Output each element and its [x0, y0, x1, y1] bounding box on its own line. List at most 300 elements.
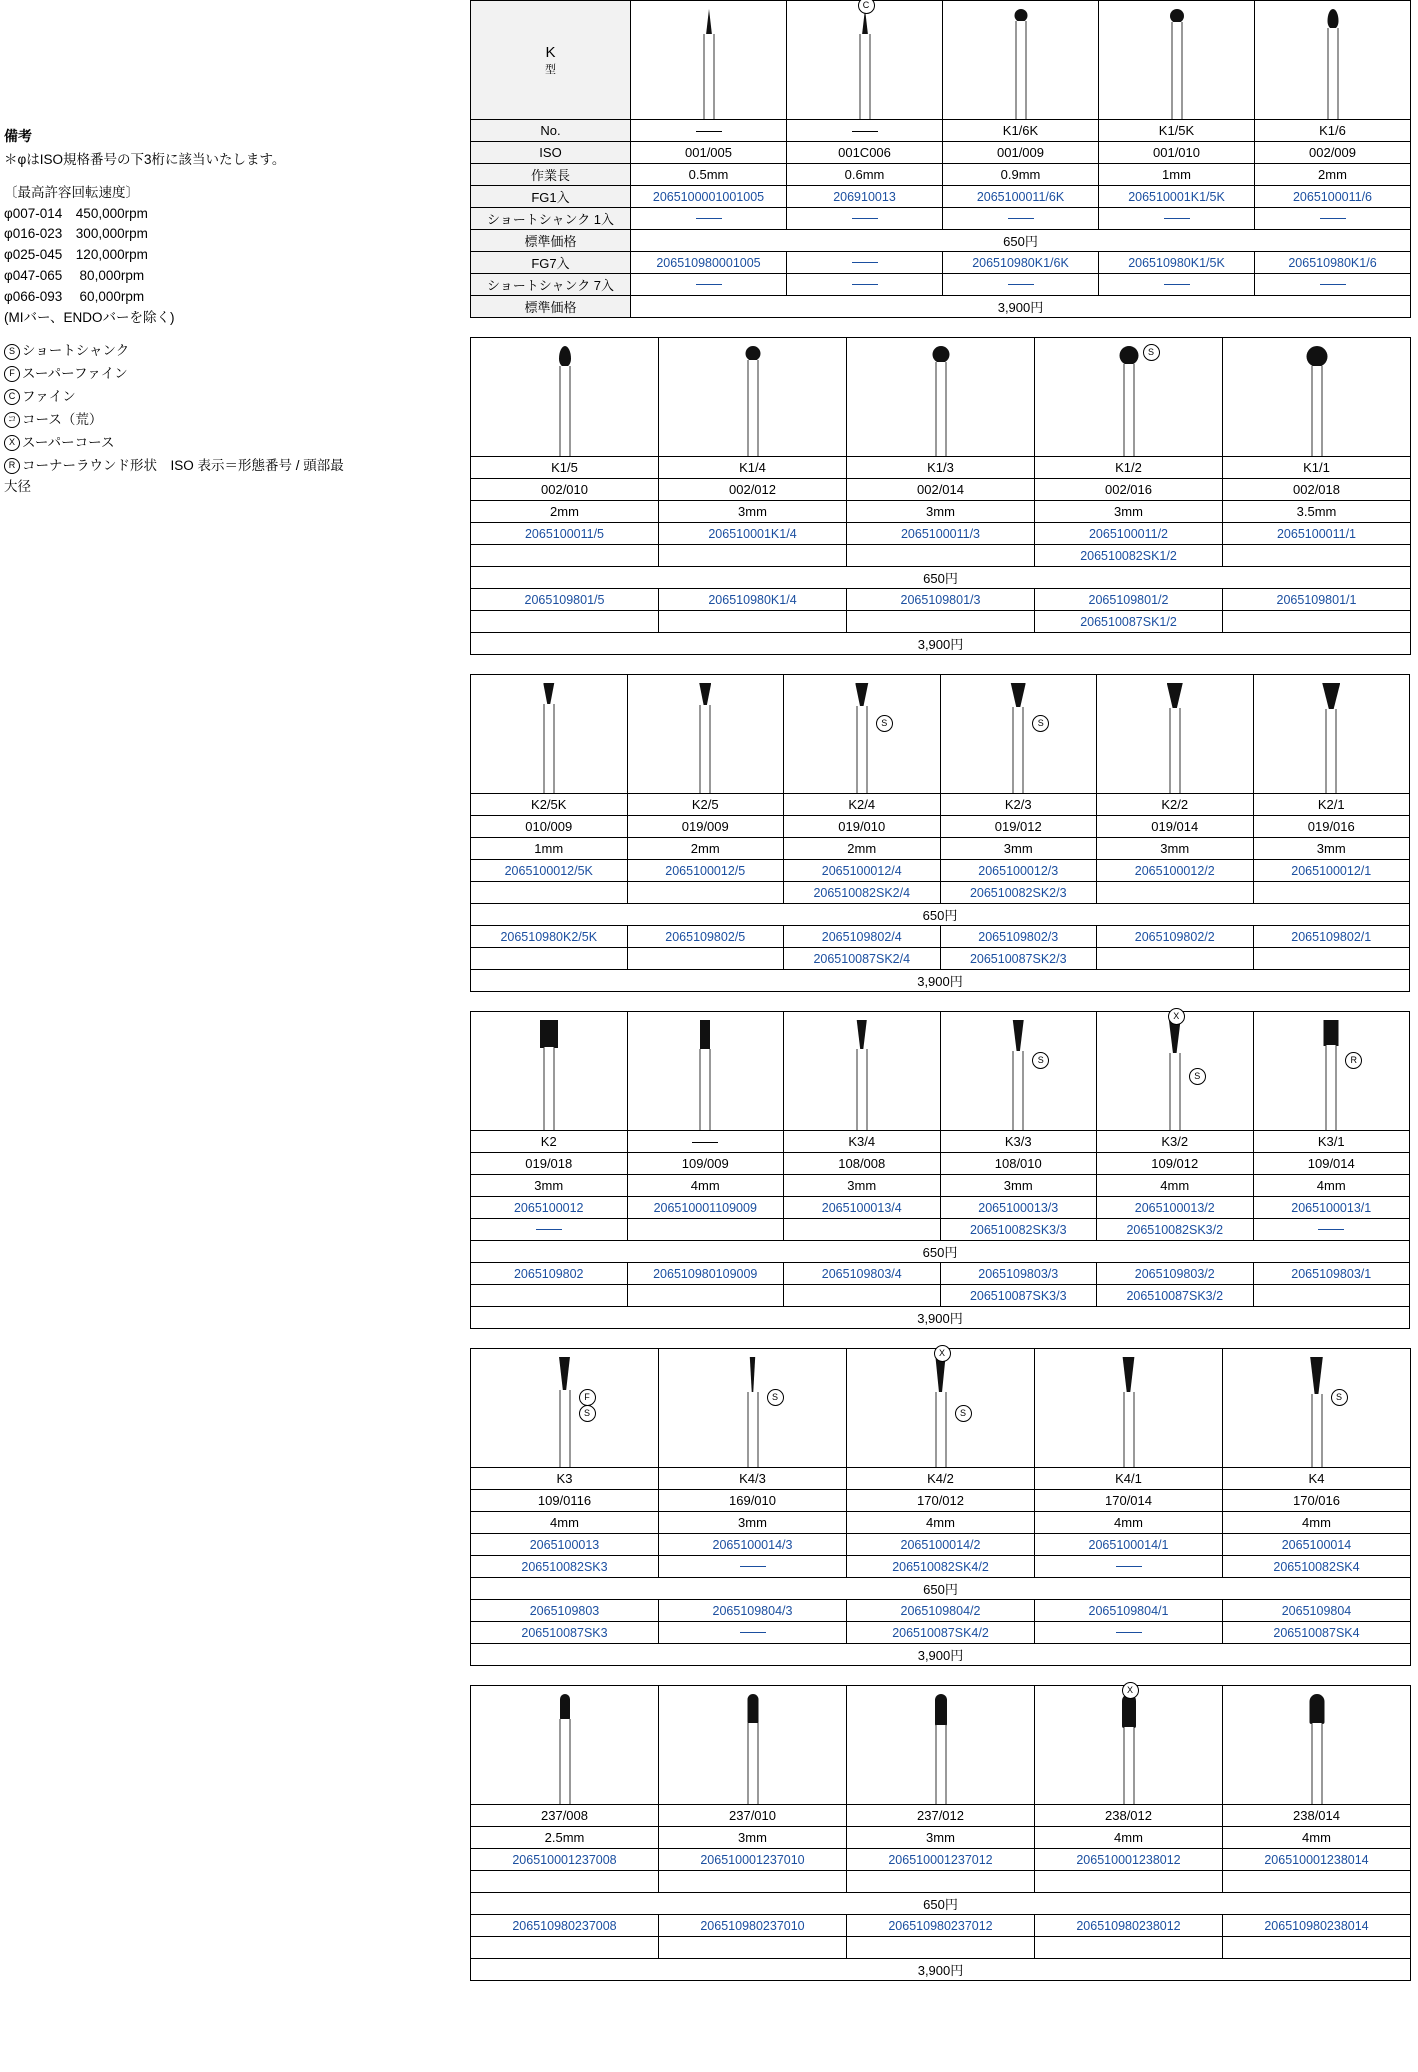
data-cell: 206510082SK3/2	[1097, 1219, 1254, 1241]
data-cell	[784, 1285, 941, 1307]
data-cell: 001C006	[787, 142, 943, 164]
data-cell: 2065109803/4	[784, 1263, 941, 1285]
data-cell	[627, 882, 784, 904]
grit-badge-icon: R	[1345, 1052, 1362, 1069]
data-cell: 206510087SK4	[1223, 1622, 1411, 1644]
bur-head	[932, 346, 949, 363]
bur-head	[1168, 1020, 1182, 1054]
data-cell: 002/018	[1223, 479, 1411, 501]
data-cell	[1035, 1871, 1223, 1893]
bur-image-row	[471, 1012, 1410, 1131]
data-cell	[627, 1285, 784, 1307]
bur-head	[1119, 346, 1138, 365]
data-cell	[787, 120, 943, 142]
short-shank-1-row	[471, 1871, 1411, 1893]
row-label: FG7入	[471, 252, 631, 274]
short-shank-7-row	[471, 948, 1410, 970]
fg1-row	[471, 1197, 1410, 1219]
data-cell: 2065100001001005	[631, 186, 787, 208]
work-length-row	[471, 838, 1410, 860]
bur-shank	[700, 1049, 711, 1130]
data-cell: K1/2	[1035, 457, 1223, 479]
bur-illustration	[941, 1012, 1097, 1130]
bur-shank	[1123, 1727, 1134, 1804]
bur-illustration	[659, 1349, 846, 1467]
bur-table	[470, 337, 1411, 655]
bur-illustration	[1255, 1, 1410, 119]
bur-shank	[1013, 707, 1024, 793]
grit-badge-icon: S	[1189, 1068, 1206, 1085]
bur-head	[1122, 1694, 1136, 1728]
iso-row	[471, 479, 1411, 501]
dash-mark	[1164, 284, 1190, 286]
bur-head	[1012, 1020, 1025, 1052]
data-cell: 109/009	[627, 1153, 784, 1175]
data-cell: 2065109802/2	[1097, 926, 1254, 948]
bur-shank	[1123, 1392, 1134, 1467]
data-cell: 4mm	[1035, 1512, 1223, 1534]
fg7-row	[471, 589, 1411, 611]
data-cell: 2065100011/6K	[943, 186, 1099, 208]
data-cell: 2065109802/3	[940, 926, 1097, 948]
price-3900-row	[471, 1307, 1410, 1329]
bur-point	[706, 9, 712, 35]
data-cell: 002/009	[1255, 142, 1411, 164]
data-cell	[659, 1622, 847, 1644]
bur-shank	[543, 1047, 554, 1130]
data-cell: 3mm	[659, 1512, 847, 1534]
bur-head	[699, 683, 711, 706]
data-cell	[1099, 208, 1255, 230]
data-cell: 2065100011/2	[1035, 523, 1223, 545]
speed-row: φ016-023 300,000rpm	[4, 226, 148, 242]
price-3900-row	[471, 633, 1411, 655]
data-cell	[471, 882, 628, 904]
bur-illustration	[471, 675, 627, 793]
data-cell: 2065109802	[471, 1263, 628, 1285]
bur-illustration	[628, 675, 784, 793]
data-cell: 206510980K1/4	[659, 589, 847, 611]
data-cell: 002/014	[847, 479, 1035, 501]
bur-head	[558, 1357, 571, 1391]
work-length-row	[471, 164, 1411, 186]
data-cell: K3/3	[940, 1131, 1097, 1153]
data-cell: 206510087SK3	[471, 1622, 659, 1644]
short-shank-7-row	[471, 1937, 1411, 1959]
bur-cell	[847, 338, 1035, 457]
grit-badge-icon: X	[934, 1345, 951, 1362]
data-cell: 2065109802/4	[784, 926, 941, 948]
remarks-note: ＊φはISO規格番号の下3桁に該当いたします。	[4, 151, 286, 167]
data-cell: 3.5mm	[1223, 501, 1411, 523]
data-cell	[1255, 208, 1411, 230]
bur-illustration	[1223, 338, 1410, 456]
price-3900-row	[471, 1959, 1411, 1981]
data-cell: 4mm	[1253, 1175, 1410, 1197]
fg1-row	[471, 1849, 1411, 1871]
dash-mark	[1008, 218, 1034, 220]
bur-illustration	[1223, 1686, 1410, 1804]
price-650-cell: 650円	[471, 904, 1410, 926]
data-cell	[847, 611, 1035, 633]
data-cell: K4/1	[1035, 1468, 1223, 1490]
short-shank-1-row	[471, 1556, 1411, 1578]
bur-illustration	[471, 1686, 658, 1804]
grit-badge-icon: S	[1032, 1052, 1049, 1069]
data-cell: K3/2	[1097, 1131, 1254, 1153]
data-cell	[1223, 545, 1411, 567]
legend-label: ファイン	[22, 388, 76, 404]
bur-shank	[856, 1049, 867, 1130]
iso-row	[471, 816, 1410, 838]
data-cell: 206510980K1/5K	[1099, 252, 1255, 274]
data-cell	[1253, 882, 1410, 904]
bur-illustration	[471, 1012, 627, 1130]
bur-head	[856, 1020, 868, 1050]
data-cell: 2065100012/4	[784, 860, 941, 882]
iso-row	[471, 1805, 1411, 1827]
bur-cell	[1223, 338, 1411, 457]
data-cell: K1/5K	[1099, 120, 1255, 142]
data-cell: 109/0116	[471, 1490, 659, 1512]
iso-row	[471, 1153, 1410, 1175]
data-cell: 238/012	[1035, 1805, 1223, 1827]
grit-badge-icon: S	[1143, 344, 1160, 361]
fg1-row	[471, 1534, 1411, 1556]
data-cell: 2065100011/6	[1255, 186, 1411, 208]
iso-row	[471, 1490, 1411, 1512]
data-cell	[471, 1871, 659, 1893]
data-cell: 2065109803	[471, 1600, 659, 1622]
grit-badge-icon: S	[1032, 715, 1049, 732]
bur-shank	[703, 34, 714, 119]
price-3900-cell: 3,900円	[471, 633, 1411, 655]
bur-illustration	[941, 675, 1097, 793]
bur-head	[1324, 1020, 1339, 1046]
data-cell: 2mm	[784, 838, 941, 860]
short-shank-7-row	[471, 274, 1411, 296]
data-cell: 002/012	[659, 479, 847, 501]
grit-badge-icon: X	[1122, 1682, 1139, 1699]
data-cell: 170/012	[847, 1490, 1035, 1512]
bur-cell	[471, 1012, 628, 1131]
grit-badge-icon: S	[876, 715, 893, 732]
fg7-row	[471, 926, 1410, 948]
data-cell: 206510980237010	[659, 1915, 847, 1937]
price-650-cell: 650円	[631, 230, 1411, 252]
bur-image-row	[471, 1349, 1411, 1468]
bur-tables	[470, 0, 1418, 2000]
bur-head	[1309, 1357, 1324, 1395]
data-cell	[1253, 1285, 1410, 1307]
fg1-row	[471, 186, 1411, 208]
bur-illustration	[1254, 675, 1410, 793]
bur-image-row	[471, 1, 1411, 120]
dash-mark	[740, 1566, 766, 1568]
bur-illustration	[1035, 338, 1222, 456]
data-cell	[471, 1285, 628, 1307]
data-cell: 206510082SK2/3	[940, 882, 1097, 904]
data-cell: 4mm	[1223, 1827, 1411, 1849]
data-cell: 2065100014/2	[847, 1534, 1035, 1556]
data-cell: 2065100013/4	[784, 1197, 941, 1219]
bur-head	[1322, 683, 1340, 710]
remarks-title: 備考	[4, 128, 32, 144]
bur-illustration	[787, 1, 942, 119]
bur-cell	[1035, 338, 1223, 457]
dash-mark	[852, 284, 878, 286]
bur-cell	[471, 1349, 659, 1468]
data-cell: 206510087SK1/2	[1035, 611, 1223, 633]
bur-cell	[787, 1, 943, 120]
work-length-row	[471, 1175, 1410, 1197]
remarks-sidebar	[4, 126, 344, 500]
bur-cell	[627, 675, 784, 794]
data-cell	[787, 208, 943, 230]
data-cell	[631, 208, 787, 230]
dash-mark	[1116, 1566, 1142, 1568]
bur-shank	[700, 705, 711, 793]
data-cell: K1/6K	[943, 120, 1099, 142]
data-cell: 1mm	[1099, 164, 1255, 186]
dash-mark	[1164, 218, 1190, 220]
bur-shank	[1169, 708, 1180, 793]
data-cell: 206510082SK3	[471, 1556, 659, 1578]
data-cell: 237/010	[659, 1805, 847, 1827]
bur-cell	[784, 1012, 941, 1131]
data-cell: 3mm	[659, 1827, 847, 1849]
data-cell: 206510087SK3/2	[1097, 1285, 1254, 1307]
k-type-header	[471, 1, 631, 120]
bur-illustration	[659, 1686, 846, 1804]
bur-illustration	[784, 1012, 940, 1130]
legend-item	[4, 387, 344, 408]
legend-item	[4, 364, 344, 385]
data-cell: 2065100013/1	[1253, 1197, 1410, 1219]
data-cell: 2065109803/2	[1097, 1263, 1254, 1285]
data-cell: 2mm	[627, 838, 784, 860]
data-cell: K3/1	[1253, 1131, 1410, 1153]
row-label: 作業長	[471, 164, 631, 186]
data-cell	[1099, 274, 1255, 296]
data-cell: 010/009	[471, 816, 628, 838]
data-cell: 206510082SK1/2	[1035, 545, 1223, 567]
fg7-row	[471, 1600, 1411, 1622]
data-cell: K1/6	[1255, 120, 1411, 142]
data-cell	[1223, 611, 1411, 633]
row-label: ISO	[471, 142, 631, 164]
data-cell: 2065109801/5	[471, 589, 659, 611]
data-cell	[471, 948, 628, 970]
data-cell: 019/016	[1253, 816, 1410, 838]
data-cell: 170/014	[1035, 1490, 1223, 1512]
bur-shank	[1326, 709, 1337, 793]
data-cell	[784, 1219, 941, 1241]
data-cell: 206510001238012	[1035, 1849, 1223, 1871]
data-cell	[847, 545, 1035, 567]
data-cell: 206510980K1/6K	[943, 252, 1099, 274]
short-shank-1-row	[471, 545, 1411, 567]
row-label: ショートシャンク 1入	[471, 208, 631, 230]
bur-image-row	[471, 1686, 1411, 1805]
data-cell: 206510087SK4/2	[847, 1622, 1035, 1644]
bur-cell	[1097, 1012, 1254, 1131]
data-cell: K1/5	[471, 457, 659, 479]
data-cell: 3mm	[1253, 838, 1410, 860]
data-cell: 2065100014/3	[659, 1534, 847, 1556]
data-cell: 2065100012/5K	[471, 860, 628, 882]
bur-shank	[1311, 1723, 1322, 1804]
price-650-row	[471, 1893, 1411, 1915]
data-cell: 2065100012	[471, 1197, 628, 1219]
data-cell	[1253, 1219, 1410, 1241]
dash-mark	[1320, 218, 1346, 220]
data-cell: K4/2	[847, 1468, 1035, 1490]
data-cell: 108/008	[784, 1153, 941, 1175]
data-cell: 002/010	[471, 479, 659, 501]
data-cell: 2065100013	[471, 1534, 659, 1556]
bur-illustration	[1097, 1012, 1253, 1130]
data-cell: 206510087SK2/3	[940, 948, 1097, 970]
data-cell: 2065100012/1	[1253, 860, 1410, 882]
bur-illustration	[1035, 1686, 1222, 1804]
bur-illustration	[471, 338, 658, 456]
grit-badge-icon: X	[1168, 1008, 1185, 1025]
bur-illustration	[1254, 1012, 1410, 1130]
data-cell: 2065100011/5	[471, 523, 659, 545]
data-cell	[1097, 948, 1254, 970]
bur-shank	[935, 1392, 946, 1467]
data-cell: 2065100012/2	[1097, 860, 1254, 882]
bur-cell	[659, 1349, 847, 1468]
data-cell: 2065109804/3	[659, 1600, 847, 1622]
data-cell: 2065109802/5	[627, 926, 784, 948]
data-cell	[659, 1871, 847, 1893]
bur-shank	[1311, 1394, 1322, 1467]
data-cell: 206510082SK4	[1223, 1556, 1411, 1578]
data-cell	[659, 1556, 847, 1578]
bur-table	[470, 1348, 1411, 1666]
k-title: K	[545, 43, 556, 61]
data-cell: 2065100013/2	[1097, 1197, 1254, 1219]
data-cell: 2065100014/1	[1035, 1534, 1223, 1556]
data-cell: 019/014	[1097, 816, 1254, 838]
bur-shank	[935, 362, 946, 456]
row-label: 標準価格	[471, 296, 631, 318]
bur-shank	[1169, 1053, 1180, 1130]
bur-illustration	[471, 1349, 658, 1467]
data-cell: 2065109802/1	[1253, 926, 1410, 948]
bur-cell	[1223, 1349, 1411, 1468]
data-cell: 0.5mm	[631, 164, 787, 186]
data-cell: 3mm	[784, 1175, 941, 1197]
data-cell	[631, 274, 787, 296]
data-cell: 170/016	[1223, 1490, 1411, 1512]
grit-badge-icon: S	[955, 1405, 972, 1422]
data-cell	[1097, 882, 1254, 904]
legend-item	[4, 341, 344, 362]
dash-mark	[1320, 284, 1346, 286]
superfine-icon: F	[4, 366, 20, 382]
price-3900-cell: 3,900円	[471, 1959, 1411, 1981]
bur-cell	[784, 675, 941, 794]
work-length-row	[471, 1512, 1411, 1534]
price-3900-row	[471, 296, 1411, 318]
data-cell: 206510082SK3/3	[940, 1219, 1097, 1241]
dash-mark	[696, 218, 722, 220]
bur-cell	[1097, 675, 1254, 794]
speed-row: φ047-065 80,000rpm	[4, 268, 145, 284]
fg1-row	[471, 523, 1411, 545]
legend-label: ショートシャンク	[22, 343, 130, 359]
price-3900-row	[471, 970, 1410, 992]
data-cell: 2065100012/3	[940, 860, 1097, 882]
data-cell: 206510001237008	[471, 1849, 659, 1871]
short-shank-1-row	[471, 882, 1410, 904]
legend-item	[4, 433, 344, 454]
bur-head	[1170, 9, 1184, 23]
row-label: ショートシャンク 7入	[471, 274, 631, 296]
price-3900-cell: 3,900円	[471, 970, 1410, 992]
no-row	[471, 457, 1411, 479]
price-3900-cell: 3,900円	[471, 1307, 1410, 1329]
bur-image-row	[471, 338, 1411, 457]
dash-mark	[852, 131, 878, 133]
bur-head	[559, 346, 571, 367]
data-cell: 2065100013/3	[940, 1197, 1097, 1219]
data-cell: 0.9mm	[943, 164, 1099, 186]
k-subtitle: 型	[545, 63, 556, 76]
short-shank-7-row	[471, 611, 1411, 633]
bur-illustration	[847, 338, 1034, 456]
data-cell: 2065109804/2	[847, 1600, 1035, 1622]
bur-cell	[940, 1012, 1097, 1131]
data-cell: 2065109801/2	[1035, 589, 1223, 611]
data-cell: 2065109801/1	[1223, 589, 1411, 611]
data-cell: 4mm	[1097, 1175, 1254, 1197]
data-cell: K1/1	[1223, 457, 1411, 479]
data-cell: 2065100012/5	[627, 860, 784, 882]
fg1-row	[471, 860, 1410, 882]
data-cell: 206510980109009	[627, 1263, 784, 1285]
data-cell: 169/010	[659, 1490, 847, 1512]
price-650-row	[471, 1578, 1411, 1600]
bur-table	[470, 1685, 1411, 1981]
price-3900-row	[471, 1644, 1411, 1666]
bur-shank	[856, 706, 867, 793]
data-cell: K2/5K	[471, 794, 628, 816]
bur-shank	[1123, 364, 1134, 456]
legend-label: コース（荒）	[22, 411, 103, 427]
price-650-cell: 650円	[471, 1893, 1411, 1915]
data-cell: K2/2	[1097, 794, 1254, 816]
bur-table	[470, 1011, 1410, 1329]
data-cell: 2065100011/1	[1223, 523, 1411, 545]
bur-illustration	[659, 338, 846, 456]
dash-mark	[740, 1632, 766, 1634]
data-cell: K4/3	[659, 1468, 847, 1490]
data-cell: 206510980238014	[1223, 1915, 1411, 1937]
data-cell: 2065109801/3	[847, 589, 1035, 611]
legend-item	[4, 456, 344, 498]
data-cell: 019/010	[784, 816, 941, 838]
bur-cell	[1223, 1686, 1411, 1805]
bur-cell	[471, 1686, 659, 1805]
bur-cell	[1253, 1012, 1410, 1131]
bur-shank	[747, 360, 758, 456]
bur-image-row	[471, 675, 1410, 794]
bur-table	[470, 674, 1410, 992]
